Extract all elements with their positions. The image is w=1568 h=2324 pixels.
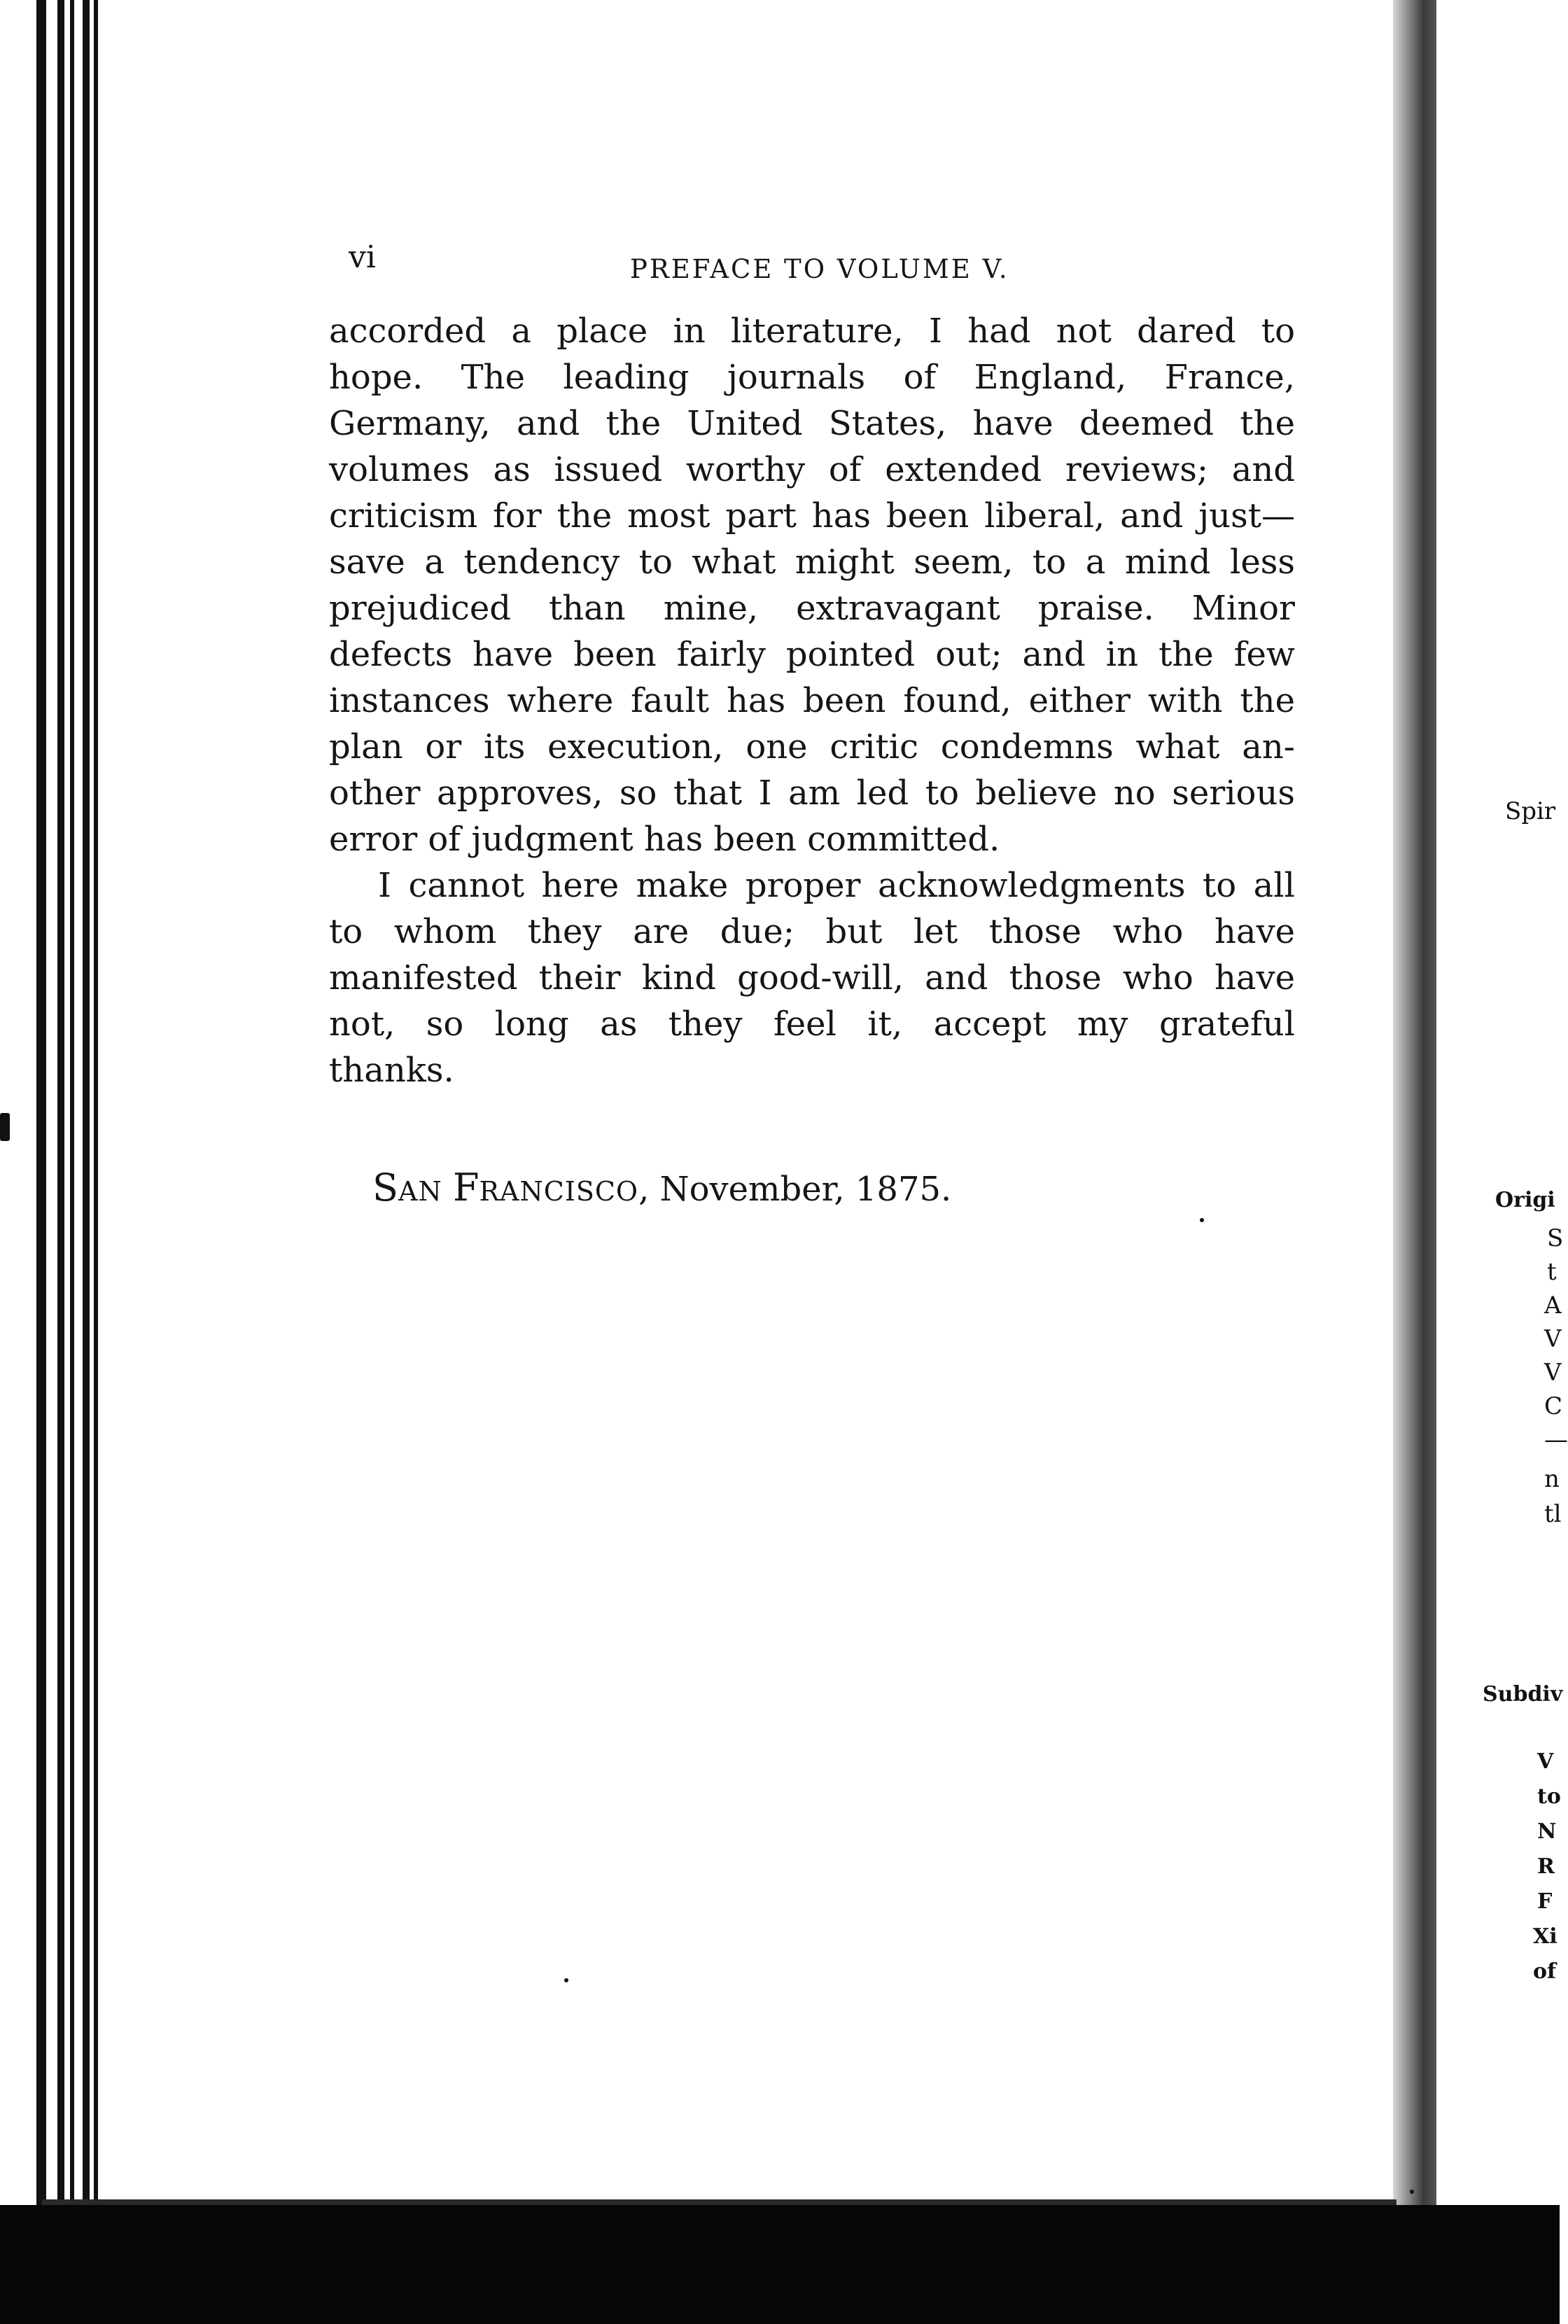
scan-speck (0, 1113, 10, 1141)
signature-place-date (372, 1166, 952, 1210)
scan-bottom-border (0, 2205, 1560, 2324)
text-line: to whom they are due; but let those who have (329, 912, 1295, 951)
text-line: prejudiced than mine, extravagant praise. Minor (329, 589, 1295, 628)
next-page-fragment: of (1533, 1959, 1556, 1984)
text-line: instances where fault has been found, either with the (329, 681, 1295, 720)
next-page-fragment: to (1537, 1784, 1561, 1809)
scan-speck (1410, 2190, 1414, 2194)
text-line: not, so long as they feel it, accept my grateful (329, 1004, 1295, 1044)
next-page-fragment: V (1544, 1325, 1562, 1353)
next-page-fragment: C (1544, 1392, 1563, 1420)
next-page-fragment: Xi (1533, 1924, 1558, 1949)
next-page-fragment: Spir (1505, 797, 1556, 825)
text-line: I cannot here make proper acknowledgments to all (378, 866, 1295, 905)
binding-edge-line (83, 0, 90, 2233)
text-line: volumes as issued worthy of extended reviews; and (329, 450, 1295, 489)
text-line: Germany, and the United States, have deemed the (329, 404, 1295, 443)
text-line: criticism for the most part has been liberal, and just— (329, 496, 1295, 536)
text-line: manifested their kind good-will, and those who have (329, 958, 1295, 997)
page-gutter-shadow (1393, 0, 1436, 2205)
signature-initial: F (452, 1166, 479, 1210)
text-line: save a tendency to what might seem, to a mind less (329, 542, 1295, 582)
next-page-fragment: S (1547, 1224, 1564, 1252)
binding-edge-line (57, 0, 64, 2219)
preface-body (329, 308, 1295, 1093)
text-line: accorded a place in literature, I had not dared to (329, 312, 1295, 351)
next-page-fragment: n (1544, 1465, 1560, 1493)
text-line: hope. The leading journals of England, France, (329, 358, 1295, 397)
next-page-fragment: t (1547, 1258, 1557, 1286)
binding-edge-line (94, 0, 98, 2240)
signature-initial: S (372, 1166, 398, 1210)
next-page-fragment: F (1537, 1889, 1553, 1914)
binding-edge-line (70, 0, 74, 2219)
next-page-fragment: Subdiv (1483, 1682, 1563, 1707)
text-line: plan or its execution, one critic condemns what an- (329, 727, 1295, 766)
scan-speck (564, 1978, 568, 1982)
running-head: PREFACE TO VOLUME V. (630, 254, 1009, 284)
text-line: other approves, so that I am led to believe no serious (329, 774, 1295, 813)
page-number: vi (349, 239, 376, 275)
scan-speck (1200, 1218, 1204, 1222)
next-page-fragment: tl (1544, 1500, 1562, 1528)
text-line: error of judgment has been committed. (329, 820, 1000, 859)
signature-date: , November, 1875. (638, 1170, 952, 1209)
next-page-fragment: V (1537, 1749, 1554, 1774)
next-page-fragment: R (1537, 1854, 1555, 1879)
next-page-fragment: — (1544, 1426, 1568, 1454)
signature-smallcaps: AN (398, 1176, 442, 1207)
next-page-fragment: N (1537, 1819, 1557, 1844)
next-page-fragment: Origi (1495, 1188, 1555, 1212)
next-page-fragment: A (1544, 1292, 1562, 1320)
binding-edge-line (36, 0, 46, 2212)
text-line: defects have been fairly pointed out; and in the few (329, 635, 1295, 674)
signature-smallcaps: RANCISCO (479, 1176, 639, 1207)
next-page-fragment: V (1544, 1359, 1562, 1387)
text-line: thanks. (329, 1051, 454, 1090)
